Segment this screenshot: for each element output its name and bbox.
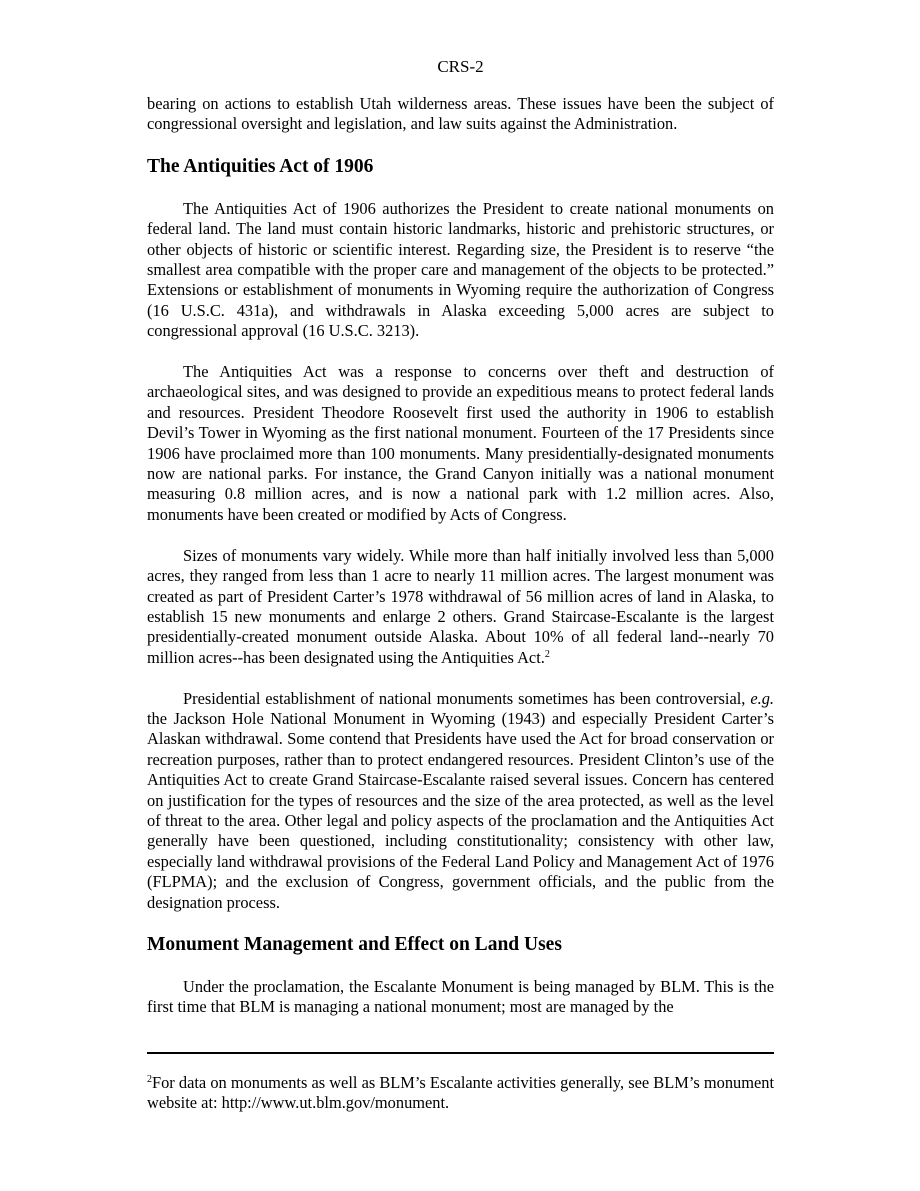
body-text	[147, 94, 774, 1018]
paragraph-controversy-rest: the Jackson Hole National Monument in Wyoming (1943) and especially President Carter’s Alaskan withdrawal. Some contend that Presidents have used the Act for broad conservation or recreation purposes, rather than to protect endangered resources. President Clinton’s use of the Antiquities Act to create Grand Staircase-Escalante raised several issues. Concern has centered on justification for the types of resources and the size of the area protected, as well as the level of threat to the area. Other legal and policy aspects of the proclamation and the Antiquities Act generally have been questioned, including constitutionality; consistency with other law, especially land withdrawal provisions of the Federal Land Policy and Management Act of 1976 (FLPMA); and the exclusion of Congress, government officials, and the public from the designation process.	[147, 708, 774, 912]
italic-eg: e.g.	[750, 688, 774, 708]
footnote-divider	[147, 1052, 774, 1054]
footnote-number: 2	[147, 1074, 152, 1085]
paragraph-antiquities-overview: The Antiquities Act of 1906 authorizes the President to create national monuments on federal land. The land must contain historic landmarks, historic and prehistoric structures, or other objects of historic or scientific interest. Regarding size, the President is to reserve “the smallest area compatible with the proper care and management of the objects to be protected.” Extensions or establishment of monuments in Wyoming require the authorization of Congress (16 U.S.C. 431a), and withdrawals in Alaska exceeding 5,000 acres are subject to congressional approval (16 U.S.C. 3213).	[147, 198, 774, 341]
paragraph-management: Under the proclamation, the Escalante Monument is being managed by BLM. This is the first time that BLM is managing a national monument; most are managed by the	[147, 976, 774, 1017]
page-number-header: CRS-2	[437, 57, 484, 76]
paragraph-antiquities-history: The Antiquities Act was a response to concerns over theft and destruction of archaeological sites, and was designed to provide an expeditious means to protect federal lands and resources. President Theodore Roosevelt first used the authority in 1906 to establish Devil’s Tower in Wyoming as the first national monument. Fourteen of the 17 Presidents since 1906 have proclaimed more than 100 monuments. Many presidentially-designated monuments now are national parks. For instance, the Grand Canyon initially was a national monument measuring 0.8 million acres, and is now a national park with 1.2 million acres. Also, monuments have been created or modified by Acts of Congress.	[147, 362, 774, 524]
intro-paragraph: bearing on actions to establish Utah wilderness areas. These issues have been the subject of congressional oversight and legislation, and law suits against the Administration.	[147, 94, 774, 134]
footnote	[147, 1073, 774, 1114]
section-heading-monument-management: Monument Management and Effect on Land Uses	[147, 933, 562, 955]
footnote-paragraph	[147, 1073, 774, 1114]
paragraph-monument-sizes	[147, 546, 774, 668]
section-heading-antiquities-act: The Antiquities Act of 1906	[147, 155, 374, 177]
footnote-text: For data on monuments as well as BLM’s Escalante activities generally, see BLM’s monument website at: http://www.ut.blm.gov/monument.	[147, 1073, 774, 1113]
paragraph-controversy	[147, 689, 774, 913]
paragraph-monument-sizes-text: Sizes of monuments vary widely. While more than half initially involved less than 5,000 acres, they ranged from less than 1 acre to nearly 11 million acres. The largest monument was created as part of President Carter’s 1978 withdrawal of 56 million acres of land in Alaska, to establish 15 new monuments and enlarge 2 others. Grand Staircase-Escalante is the largest presidentially-created monument outside Alaska. About 10% of all federal land--nearly 70 million acres--has been designated using the Antiquities Act.	[147, 545, 774, 667]
footnote-reference[interactable]: 2	[544, 648, 550, 660]
paragraph-controversy-start: Presidential establishment of national monuments sometimes has been controversial,	[183, 688, 746, 708]
